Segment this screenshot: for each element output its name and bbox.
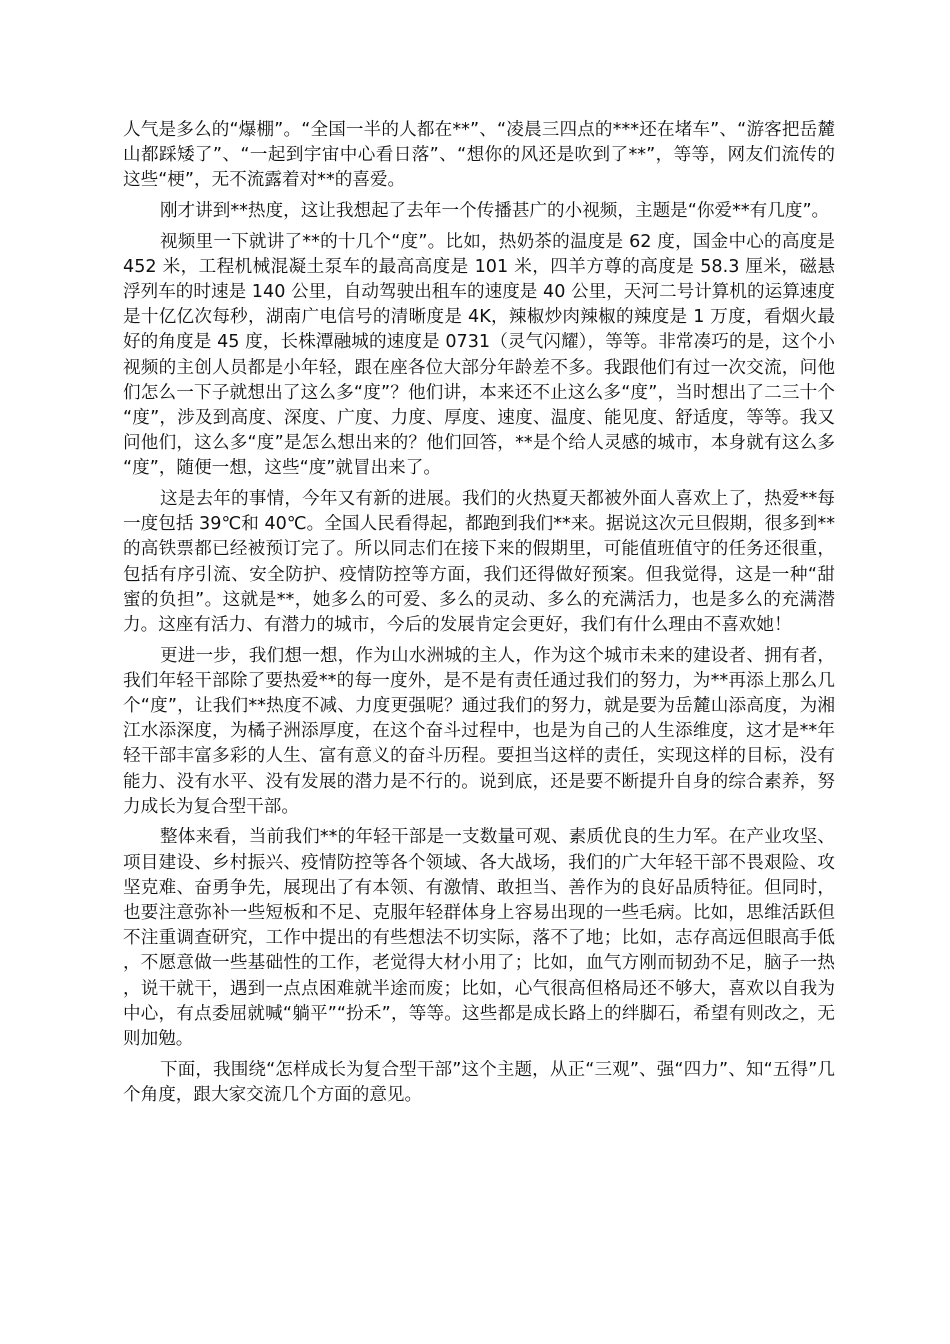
paragraph-3: 视频里一下就讲了**的十几个“度”。比如，热奶茶的温度是 62 度，国金中心的高度是 452 米，工程机械混凝土泵车的最高高度是 101 米，四羊方尊的高度是 58.3 厘米，磁悬浮列车的时速是 140 公里，自动驾驶出租车的速度是 40 公里，天河二号计算机的运算速度是十亿亿次每秒，湖南广电信号的清晰度是 4K，辣椒炒肉辣椒的辣度是 1 万度，看烟火最好的角度是 45 度，长株潭融城的速度是 0731（灵气闪耀），等等。非常凑巧的是，这个小视频的主创人员都是小年轻，跟在座各位大部分年龄差不多。我跟他们有过一次交流，问他们怎么一下子就想出了这么多“度”？他们讲，本来还不止这么多“度”，当时想出了二三十个“度”，涉及到高度、深度、广度、力度、厚度、速度、温度、能见度、舒适度，等等。我又问他们，这么多“度”是怎么想出来的？他们回答，**是个给人灵感的城市，本身就有这么多“度”，随便一想，这些“度”就冒出来了。 xyxy=(123,231,835,479)
paragraph-2: 刚才讲到**热度，这让我想起了去年一个传播甚广的小视频，主题是“你爱**有几度”。 xyxy=(159,201,830,221)
paragraph-7: 下面，我围绕“怎样成长为复合型干部”这个主题，从正“三观”、强“四力”、知“五得”几个角度，跟大家交流几个方面的意见。 xyxy=(123,1059,835,1105)
paragraph-4: 这是去年的事情，今年又有新的进展。我们的火热夏天都被外面人喜欢上了，热爱**每一度包括 39℃和 40℃。全国人民看得起，都跑到我们**来。据说这次元旦假期，很多到**的高铁票都已经被预订完了。所以同志们在接下来的假期里，可能值班值守的任务还很重，包括有序引流、安全防护、疫情防控等方面，我们还得做好预案。但我觉得，这是一种“甜蜜的负担”。这就是**，她多么的可爱、多么的灵动、多么的充满活力，也是多么的充满潜力。这座有活力、有潜力的城市，今后的发展肯定会更好，我们有什么理由不喜欢她！ xyxy=(123,489,835,636)
paragraph-6: 整体来看，当前我们**的年轻干部是一支数量可观、素质优良的生力军。在产业攻坚、项目建设、乡村振兴、疫情防控等各个领域、各大战场，我们的广大年轻干部不畏艰险、攻坚克难、奋勇争先，展现出了有本领、有激情、敢担当、善作为的良好品质特征。但同时，也要注意弥补一些短板和不足、克服年轻群体身上容易出现的一些毛病。比如，思维活跃但不注重调查研究，工作中提出的有些想法不切实际，落不了地；比如，志存高远但眼高手低，不愿意做一些基础性的工作，老觉得大材小用了；比如，血气方刚而韧劲不足，脑子一热，说干就干，遇到一点点困难就半途而废；比如，心气很高但格局还不够大，喜欢以自我为中心，有点委屈就喊“躺平”“扮禾”，等等。这些都是成长路上的绊脚石，希望有则改之，无则加勉。 xyxy=(123,827,835,1050)
document-body xyxy=(123,118,835,1113)
paragraph-1: 人气是多么的“爆棚”。“全国一半的人都在**”、“凌晨三四点的***还在堵车”、“游客把岳麓山都踩矮了”、“一起到宇宙中心看日落”、“想你的风还是吹到了**”，等等，网友们流传的这些“梗”，无不流露着对**的喜爱。 xyxy=(123,120,835,191)
paragraph-5: 更进一步，我们想一想，作为山水洲城的主人，作为这个城市未来的建设者、拥有者，我们年轻干部除了要热爱**的每一度外，是不是有责任通过我们的努力，为**再添上那么几个“度”，让我们**热度不减、力度更强呢？通过我们的努力，就是要为岳麓山添高度，为湘江水添深度，为橘子洲添厚度，在这个奋斗过程中，也是为自己的人生添维度，这才是**年轻干部丰富多彩的人生、富有意义的奋斗历程。要担当这样的责任，实现这样的目标，没有能力、没有水平、没有发展的潜力是不行的。说到底，还是要不断提升自身的综合素养，努力成长为复合型干部。 xyxy=(123,645,835,817)
